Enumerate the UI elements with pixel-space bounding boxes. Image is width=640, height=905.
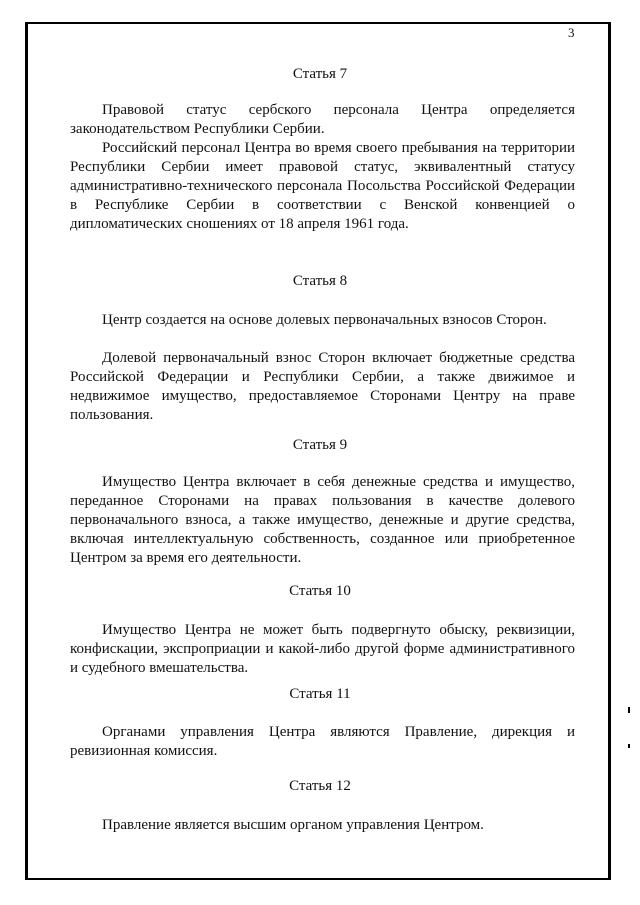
page-number: 3 xyxy=(568,25,575,40)
article-11-paragraph-1: Органами управления Центра являются Правление, дирекция и ревизионная комиссия. xyxy=(70,724,575,759)
article-7-heading: Статья 7 xyxy=(292,66,348,82)
article-12-heading: Статья 12 xyxy=(289,778,351,794)
article-9-paragraph-1: Имущество Центра включает в себя денежные средства и имущество, переданное Сторонами на правах пользования в качестве долевого первоначального взноса, а также имущество, денежные и другие средства, включая интеллектуальную собственность, созданное или приобретенное Центром за время его деятельности. xyxy=(70,474,575,566)
article-10-paragraph-1: Имущество Центра не может быть подвергнуто обыску, реквизиции, конфискации, экспроприации и какой-либо другой форме административного и судебного вмешательства. xyxy=(70,622,575,676)
article-8-paragraph-2: Долевой первоначальный взнос Сторон включает бюджетные средства Российской Федерации и Республики Сербии, а также движимое и недвижимое имущество, предоставляемое Сторонами Центру на праве пользования. xyxy=(70,350,575,423)
article-9-heading: Статья 9 xyxy=(292,437,348,453)
article-7-paragraph-2: Российский персонал Центра во время своего пребывания на территории Республики Сербии имеет правовой статус, эквивалентный статусу административно-технического персонала Посольства Российской Федерации в Республике Сербии в соответствии с Венской конвенцией о дипломатических сношениях от 18 апреля 1961 года. xyxy=(70,140,575,232)
scan-mark xyxy=(628,744,630,748)
article-7-paragraph-1: Правовой статус сербского персонала Центра определяется законодательством Республики Сербии. xyxy=(70,102,575,137)
article-8-paragraph-1: Центр создается на основе долевых первоначальных взносов Сторон. xyxy=(102,312,547,328)
article-8-heading: Статья 8 xyxy=(292,273,348,289)
article-11-heading: Статья 11 xyxy=(289,686,351,702)
scan-mark xyxy=(628,707,630,713)
article-10-heading: Статья 10 xyxy=(289,583,351,599)
article-12-paragraph-1: Правление является высшим органом управления Центром. xyxy=(102,817,484,833)
